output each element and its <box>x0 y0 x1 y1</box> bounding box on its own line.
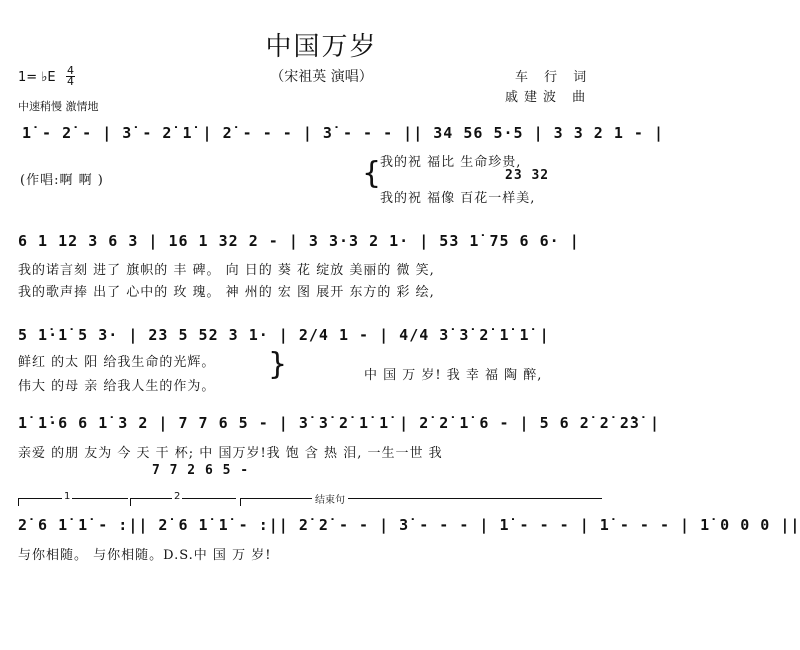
ending-label: 结束句 <box>312 491 348 506</box>
chorus-lyric: 中 国 万 岁! 我 幸 福 陶 醉, <box>364 368 543 383</box>
alt-notation-row-4: 7 7 2 6 5 - <box>152 463 250 478</box>
song-title: 中国万岁 <box>265 32 378 62</box>
lyricist-credit: 车 行 词 <box>515 70 593 85</box>
ending-left <box>240 498 241 506</box>
volta-2-left <box>130 498 131 506</box>
notation-row-4: 1̇ 1̇·6 6 1̇ 3 2 | 7 7 6 5 - | 3̇ 3̇ 2̇ 1̇ 1̇ | 2̇ 2̇ 1̇ 6 - | 5 6 2̇ 2̇ 2̇3̇ | <box>18 414 660 432</box>
lyric-row-1-verse-1: 我的祝 福比 生命珍贵, <box>380 155 522 170</box>
volta-2-label: 2 <box>174 491 181 502</box>
performer-subtitle: （宋祖英 演唱） <box>270 69 373 85</box>
lyric-row-1-verse-2: 我的祝 福像 百花一样美, <box>380 191 536 206</box>
intro-lyric: (作唱:啊 啊 ) <box>20 173 104 188</box>
volta-1-label: 1 <box>64 491 71 502</box>
time-top: 4 <box>67 64 74 77</box>
key-signature: 1= ♭E <box>18 70 56 85</box>
time-signature <box>66 66 75 87</box>
lyric-row-5: 与你相随。 与你相随。D.S.中 国 万 岁! <box>18 548 272 563</box>
lyric-row-3-verse-1: 鲜红 的太 阳 给我生命的光辉。 <box>18 355 216 370</box>
notation-row-3: 5 1̇·1̇ 5 3· | 23 5 52 3 1· | 2/4 1 - | 4/4 3̇ 3̇ 2̇ 1̇ 1̇ | <box>18 326 550 344</box>
volta-2-line <box>130 498 236 499</box>
lyric-row-2-verse-1: 我的诺言刻 进了 旗帜的 丰 碑。 向 日的 葵 花 绽放 美丽的 微 笑, <box>18 263 435 278</box>
notation-row-1: 1̇ - 2̇ - | 3̇ - 2̇ 1̇ | 2̇ - - - | 3̇ - - - || 34 56 5·5 | 3 3 2 1 - | <box>22 124 664 142</box>
ending-line <box>240 498 602 499</box>
tempo-marking: 中速稍慢 激情地 <box>18 100 99 113</box>
time-bottom: 4 <box>67 75 74 88</box>
lyric-row-3-verse-2: 伟大 的母 亲 给我人生的作为。 <box>18 379 216 394</box>
lyric-row-2-verse-2: 我的歌声捧 出了 心中的 玫 瑰。 神 州的 宏 图 展开 东方的 彩 绘, <box>18 285 435 300</box>
notation-row-5: 2̇ 6 1̇ 1̇ - :|| 2̇ 6 1̇ 1̇ - :|| 2̇ 2̇ - - | 3̇ - - - | 1̇ - - - | 1̇ - - - | 1̇ 0 0 0 || <box>18 516 800 534</box>
composer-credit: 戚建波 曲 <box>505 90 592 105</box>
alt-notation-row-1: 23 32 <box>505 168 550 183</box>
notation-row-2: 6 1 12 3 6 3 | 16 1 32 2 - | 3 3·3 2 1· | 53 1̇ 75 6 6· | <box>18 232 580 250</box>
volta-1-line <box>18 498 128 499</box>
volta-1-left <box>18 498 19 506</box>
brace-row-3: } <box>268 347 288 382</box>
brace-row-1: { <box>362 156 382 191</box>
lyric-row-4: 亲爱 的朋 友为 今 天 干 杯; 中 国万岁!我 饱 含 热 泪, 一生一世 我 <box>18 446 443 461</box>
